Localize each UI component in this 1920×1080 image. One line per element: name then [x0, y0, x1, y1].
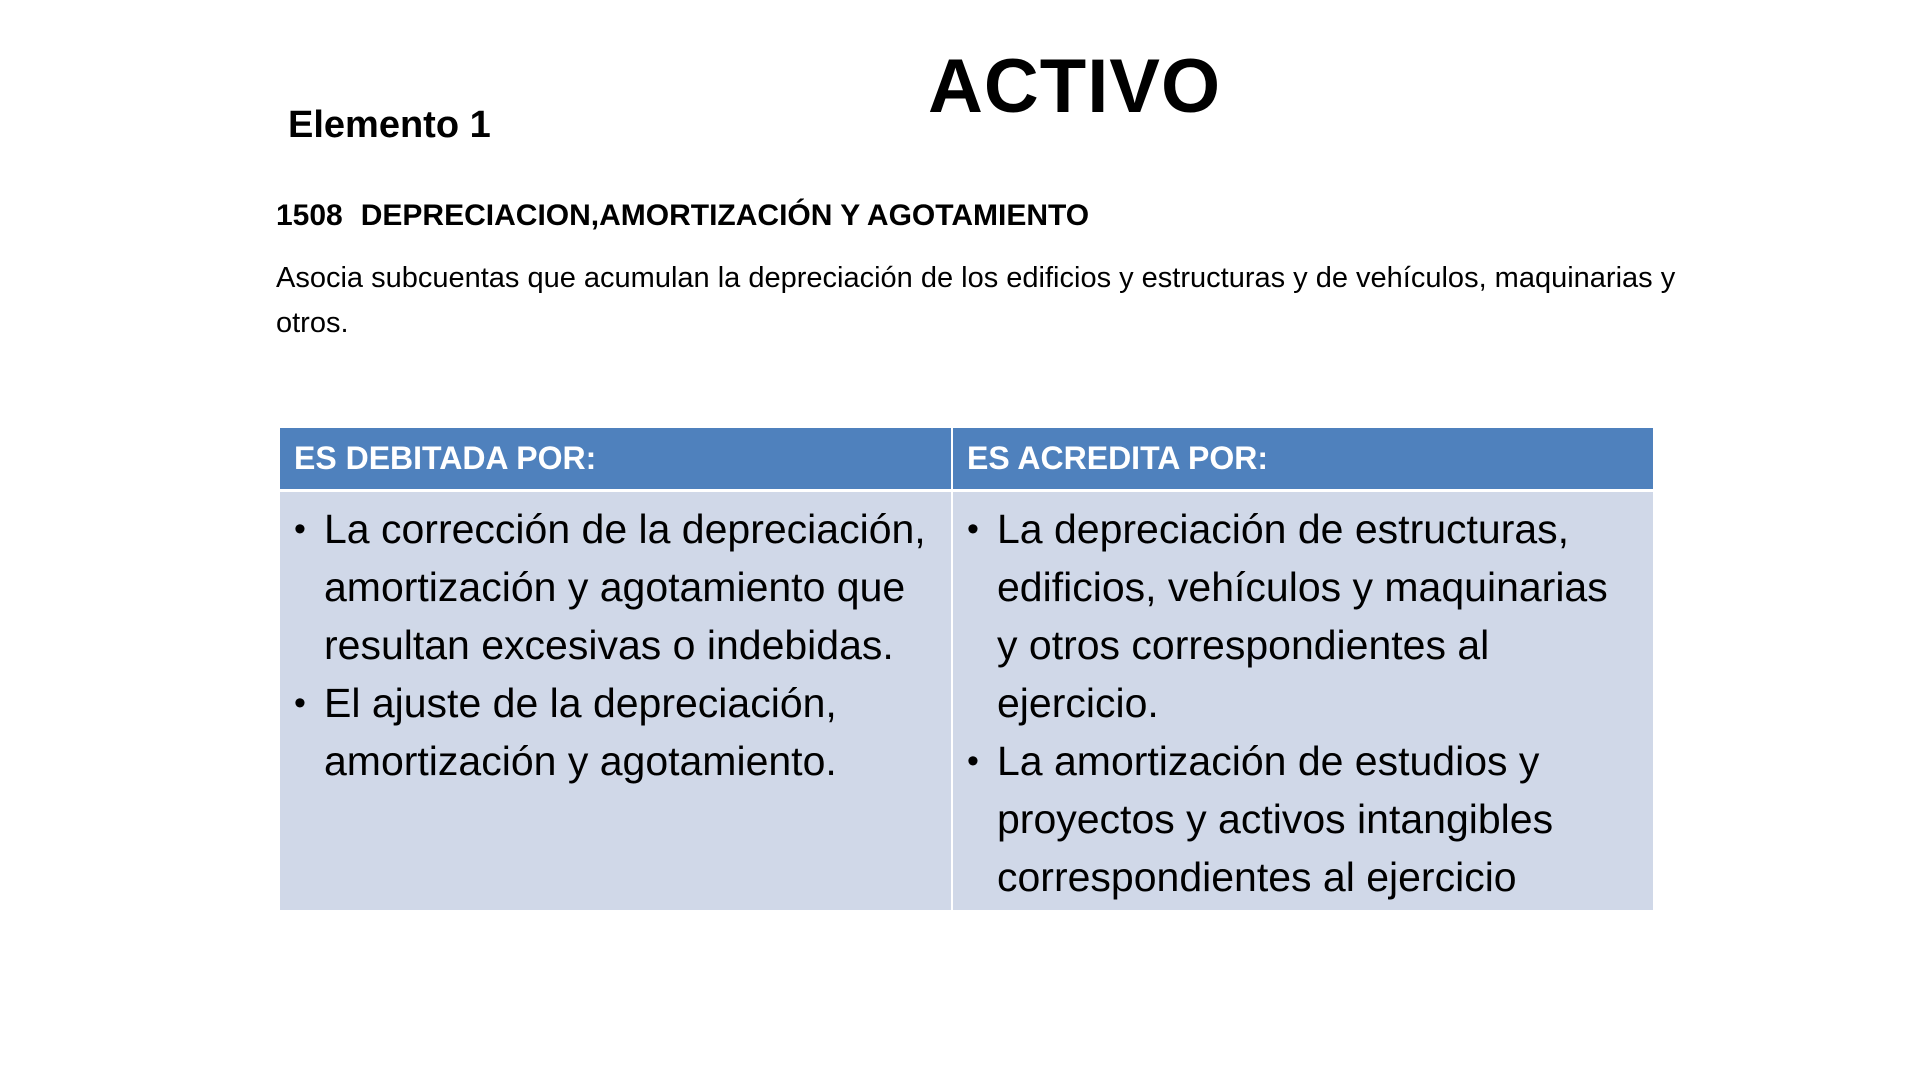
debit-header: ES DEBITADA POR:	[280, 428, 952, 490]
debit-credit-table	[280, 428, 1653, 910]
credit-item-2: • La amortización de estudios y proyectos y activos intangibles correspondientes al ejercicio	[967, 732, 1639, 906]
account-description: Asocia subcuentas que acumulan la depreciación de los edificios y estructuras y de vehículos, maquinarias y otros.	[276, 262, 1676, 339]
slide-title: ACTIVO	[928, 44, 1222, 129]
table-row	[280, 490, 1653, 910]
credit-cell	[952, 490, 1653, 910]
account-code: 1508	[276, 199, 343, 232]
credit-item-1: • La depreciación de estructuras, edificios, vehículos y maquinarias y otros correspondientes al ejercicio.	[967, 500, 1639, 732]
debit-cell	[280, 490, 952, 910]
credit-header: ES ACREDITA POR:	[952, 428, 1653, 490]
account-heading	[276, 196, 1089, 236]
account-name: DEPRECIACION,AMORTIZACIÓN Y AGOTAMIENTO	[360, 199, 1090, 232]
debit-list	[294, 500, 937, 790]
element-label: Elemento 1	[288, 104, 491, 146]
debit-item-1: • La corrección de la depreciación, amortización y agotamiento que resultan excesivas o indebidas.	[294, 500, 937, 674]
table-header-row	[280, 428, 1653, 490]
credit-list	[967, 500, 1639, 906]
debit-item-2: • El ajuste de la depreciación, amortización y agotamiento.	[294, 674, 937, 790]
